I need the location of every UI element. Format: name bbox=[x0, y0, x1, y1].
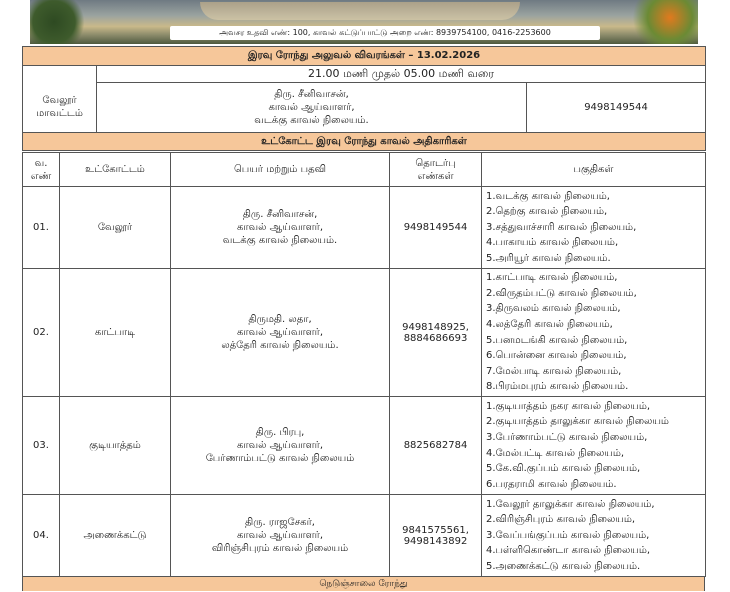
list-item: 1.காட்பாடி காவல் நிலையம், bbox=[486, 272, 618, 284]
list-item: 2.தெற்கு காவல் நிலையம், bbox=[486, 206, 608, 218]
list-item: 1.வடக்கு காவல் நிலையம், bbox=[486, 190, 610, 202]
list-item: 5.கே.வி.குப்பம் காவல் நிலையம், bbox=[486, 463, 641, 475]
row-areas bbox=[482, 187, 706, 269]
patrol-time: 21.00 மணி முதல் 05.00 மணி வரை bbox=[97, 66, 706, 83]
helpline-info: அவசர உதவி எண்: 100, காவல் கட்டுப்பாட்டு அறை எண்: 8939754100, 0416-2253600 bbox=[170, 26, 600, 40]
subdivision-table bbox=[22, 152, 706, 577]
column-header-contact: தொடர்பு எண்கள் bbox=[390, 153, 482, 187]
table-row bbox=[23, 269, 706, 397]
header-banner bbox=[30, 0, 698, 44]
row-areas bbox=[482, 495, 706, 577]
row-officer: திரு. பிரபு, காவல் ஆய்வாளர், பேர்ணாம்பட்டு காவல் நிலையம் bbox=[171, 397, 390, 495]
row-sno: 02. bbox=[23, 269, 60, 397]
list-item: 4.பள்ளிகொண்டா காவல் நிலையம், bbox=[486, 545, 651, 557]
table-row bbox=[23, 397, 706, 495]
list-item: 1.குடியாத்தம் நகர காவல் நிலையம், bbox=[486, 400, 651, 412]
list-item: 5.பனமடங்கி காவல் நிலையம், bbox=[486, 334, 628, 346]
fort-image bbox=[200, 2, 520, 20]
column-header-areas: பகுதிகள் bbox=[482, 153, 706, 187]
column-header-subdivision: உட்கோட்டம் bbox=[60, 153, 171, 187]
list-item: 6.பரதராமி காவல் நிலையம். bbox=[486, 478, 617, 490]
row-areas bbox=[482, 397, 706, 495]
row-areas bbox=[482, 269, 706, 397]
row-phone: 9841575561, 9498143892 bbox=[390, 495, 482, 577]
table-row bbox=[23, 495, 706, 577]
row-sno: 03. bbox=[23, 397, 60, 495]
table-header-row bbox=[23, 153, 706, 187]
document-title: இரவு ரோந்து அலுவல் விவரங்கள் – 13.02.2026 bbox=[23, 47, 706, 66]
list-item: 3.வேப்பங்குப்பம் காவல் நிலையம், bbox=[486, 529, 650, 541]
row-officer: திரு. ராஜசேகர், காவல் ஆய்வாளர், விரிஞ்சிபுரம் காவல் நிலையம் bbox=[171, 495, 390, 577]
list-item: 5.அணைக்கட்டு காவல் நிலையம். bbox=[486, 560, 641, 572]
list-item: 6.பொன்னை காவல் நிலையம், bbox=[486, 350, 627, 362]
list-item: 3.திருவலம் காவல் நிலையம், bbox=[486, 303, 621, 315]
table-row bbox=[23, 187, 706, 269]
list-item: 4.மேல்பட்டி காவல் நிலையம், bbox=[486, 447, 625, 459]
row-sno: 04. bbox=[23, 495, 60, 577]
list-item: 1.வேலூர் தாலுக்கா காவல் நிலையம், bbox=[486, 498, 655, 510]
empty-cell bbox=[23, 66, 97, 83]
row-sno: 01. bbox=[23, 187, 60, 269]
section-title: உட்கோட்ட இரவு ரோந்து காவல் அதிகாரிகள் bbox=[23, 133, 706, 151]
row-subdivision: வேலூர் bbox=[60, 187, 171, 269]
list-item: 4.பாகாயம் காவல் நிலையம், bbox=[486, 237, 619, 249]
list-item: 7.மேல்பாடி காவல் நிலையம், bbox=[486, 365, 622, 377]
column-header-name: பெயர் மற்றும் பதவி bbox=[171, 153, 390, 187]
tree-image bbox=[30, 0, 90, 44]
row-phone: 9498149544 bbox=[390, 187, 482, 269]
tree-image bbox=[628, 0, 698, 44]
row-subdivision: காட்பாடி bbox=[60, 269, 171, 397]
list-item: 2.குடியாத்தம் தாலுக்கா காவல் நிலையம் bbox=[486, 416, 669, 428]
row-phone: 9498148925, 8884686693 bbox=[390, 269, 482, 397]
list-item: 8.பிரம்மபுரம் காவல் நிலையம். bbox=[486, 381, 629, 393]
list-item: 4.லத்தேரி காவல் நிலையம், bbox=[486, 318, 613, 330]
row-phone: 8825682784 bbox=[390, 397, 482, 495]
row-officer: திருமதி. லதா, காவல் ஆய்வாளர், லத்தேரி காவல் நிலையம். bbox=[171, 269, 390, 397]
list-item: 2.விருதம்பட்டு காவல் நிலையம், bbox=[486, 287, 637, 299]
list-item: 2.விரிஞ்சிபுரம் காவல் நிலையம், bbox=[486, 514, 636, 526]
row-officer: திரு. சீனிவாசன், காவல் ஆய்வாளர், வடக்கு காவல் நிலையம். bbox=[171, 187, 390, 269]
highway-patrol-header: நெடுஞ்சாலை ரோந்து bbox=[22, 576, 705, 591]
column-header-sno: வ. எண் bbox=[23, 153, 60, 187]
district-label: வேலூர் மாவட்டம் bbox=[23, 83, 97, 133]
list-item: 5.அரியூர் காவல் நிலையம். bbox=[486, 252, 611, 264]
district-officer: திரு. சீனிவாசன், காவல் ஆய்வாளர், வடக்கு காவல் நிலையம். bbox=[97, 83, 527, 133]
district-phone: 9498149544 bbox=[527, 83, 706, 133]
patrol-summary-table bbox=[22, 46, 706, 151]
row-subdivision: அணைக்கட்டு bbox=[60, 495, 171, 577]
list-item: 3.சத்துவாச்சாரி காவல் நிலையம், bbox=[486, 221, 637, 233]
row-subdivision: குடியாத்தம் bbox=[60, 397, 171, 495]
list-item: 3.பேர்ணாம்பட்டு காவல் நிலையம், bbox=[486, 431, 648, 443]
